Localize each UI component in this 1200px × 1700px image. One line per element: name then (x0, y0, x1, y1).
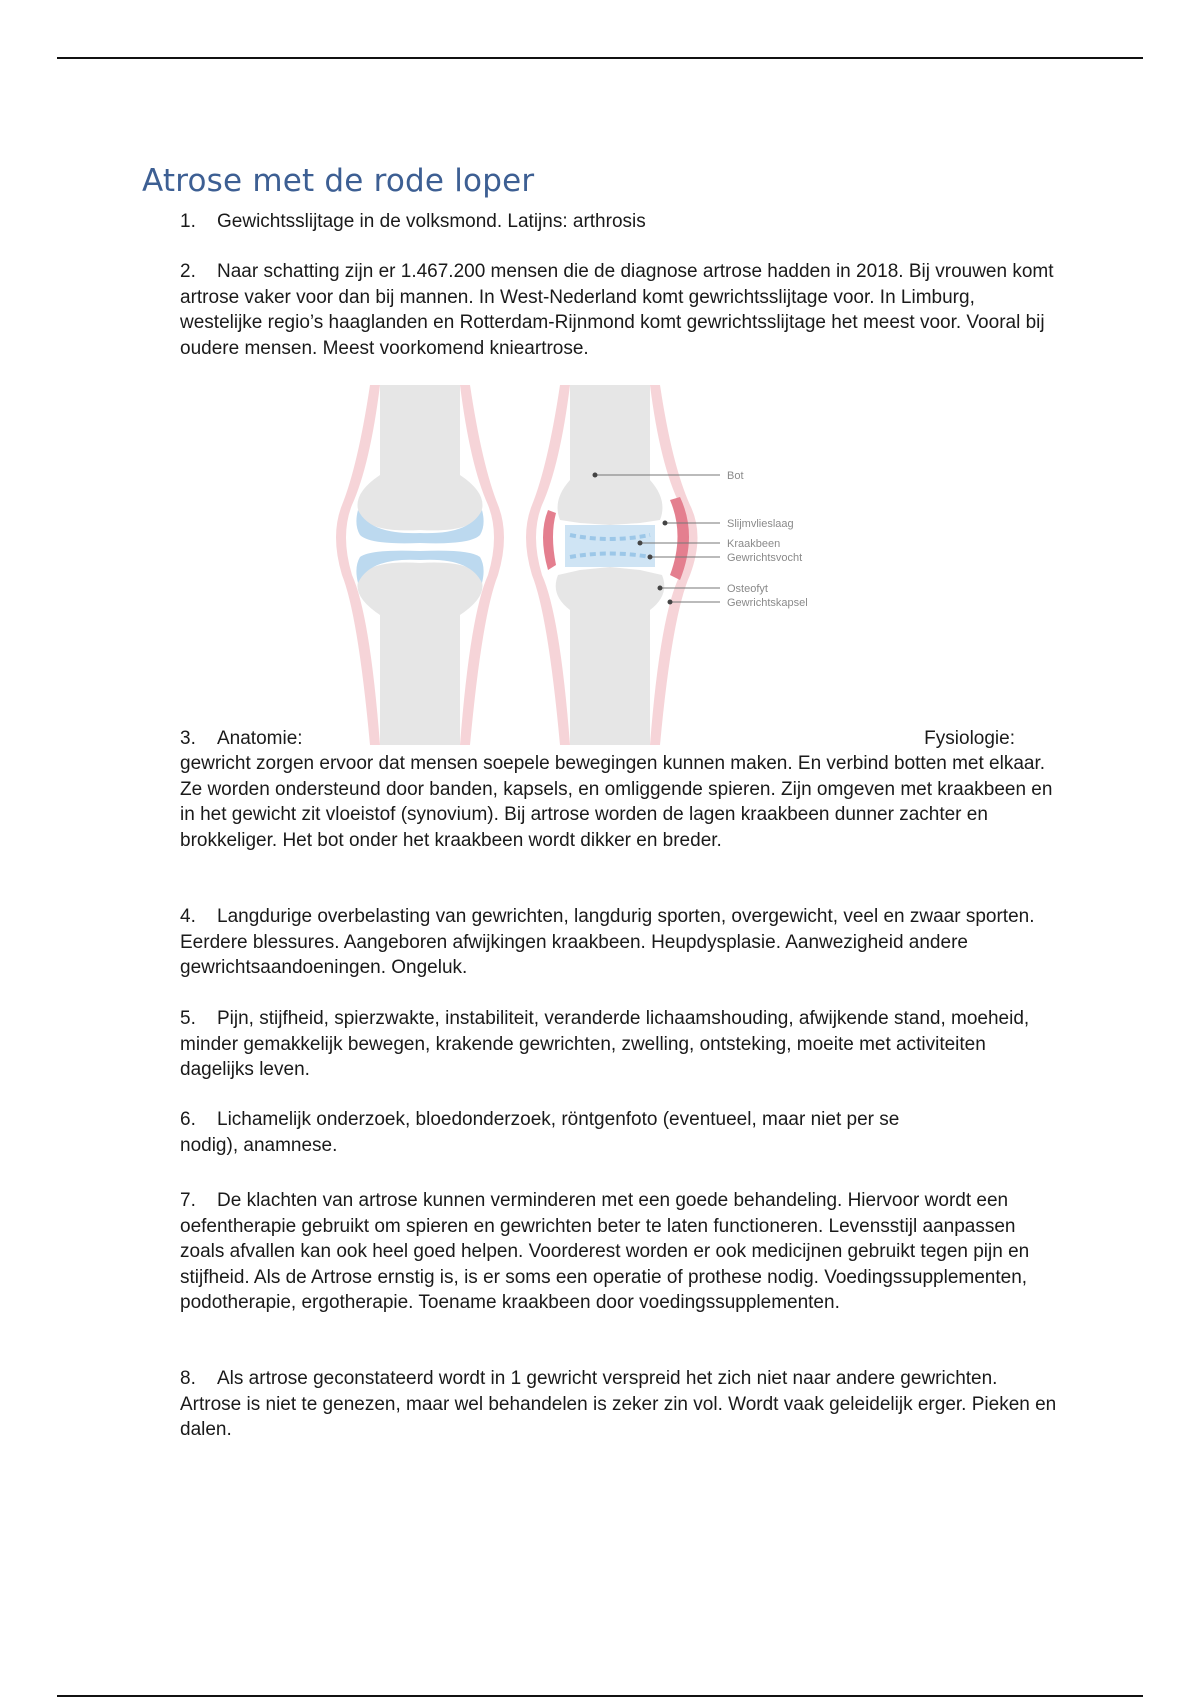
item-number: 7. (180, 1190, 196, 1211)
list-item-1 (180, 209, 1060, 235)
arthritic-joint (526, 385, 698, 745)
joint-illustration (330, 385, 910, 745)
item-text: Naar schatting zijn er 1.467.200 mensen die de diagnose artrose hadden in 2018. Bij vrouwen komt artrose vaker voor dan bij mannen. In West-Nederland komt gewrichtsslijtage voor. In Limburg, westelijke regio’s haaglanden en Rotterdam-Rijnmond komt gewrichtsslijtage het meest voor. Vooral bij oudere mensen. Meest voorkomend knieartrose. (180, 261, 1054, 359)
item-text: Gewichtsslijtage in de volksmond. Latijns: arthrosis (217, 211, 646, 232)
list-item-6 (180, 1107, 900, 1158)
item-number: 4. (180, 906, 196, 927)
list-item-8 (180, 1366, 1060, 1443)
arthritic-membrane-left (543, 510, 556, 570)
item-text: De klachten van artrose kunnen verminderen met een goede behandeling. Hiervoor wordt een oefentherapie gebruikt om spieren en gewrichten beter te laten functioneren. Levensstijl aanpassen zoals afvallen kan ook heel goed helpen. Voorderest worden er ook medicijnen gebruikt tegen pijn en stijfheid. Als de Artrose ernstig is, is er soms een operatie of prothese nodig. Voedingssupplementen, podotherapie, ergotherapie. Toename kraakbeen door voedingssupplementen. (180, 1190, 1030, 1313)
label-kraakbeen: Kraakbeen (727, 538, 781, 550)
item-text: Langdurige overbelasting van gewrichten, langdurig sporten, overgewicht, veel en zwaar sporten. Eerdere blessures. Aangeboren afwijkingen kraakbeen. Heupdysplasie. Aanwezigheid andere gewrichtsaandoeningen. Ongeluk. (180, 906, 1035, 978)
item-number: 8. (180, 1368, 196, 1389)
arthritic-cartilage (565, 525, 655, 567)
label-osteofyt: Osteofyt (727, 583, 768, 595)
fysiologie-label: Fysiologie: (924, 728, 1015, 749)
list-item-5 (180, 1006, 1060, 1083)
list-item-3-text: gewricht zorgen ervoor dat mensen soepele bewegingen kunnen maken. En verbind botten met elkaar. Ze worden ondersteund door banden, kapsels, en omliggende spieren. Zijn omgeven met kraakbeen en in het gewicht zit vloeistof (synovium). Bij artrose worden de lagen kraakbeen dunner zachter en brokkeliger. Het bot onder het kraakbeen wordt dikker en breder. (180, 753, 1053, 851)
item-text: Als artrose geconstateerd wordt in 1 gewricht verspreid het zich niet naar andere gewrichten. Artrose is niet te genezen, maar wel behandelen is zeker zin vol. Wordt vaak geleidelijk erger. Pieken en dalen. (180, 1368, 1057, 1440)
joint-diagram-svg (330, 385, 910, 745)
bottom-rule (57, 1695, 1143, 1697)
label-gewrichtsvocht: Gewrichtsvocht (727, 552, 803, 564)
list-item-4 (180, 904, 1060, 981)
top-rule (57, 57, 1143, 59)
anatomie-label: Anatomie: (217, 728, 303, 749)
list-item-2 (180, 259, 1060, 361)
item-number: 6. (180, 1109, 196, 1130)
item-number: 5. (180, 1008, 196, 1029)
arthritic-lower-bone (556, 567, 665, 745)
label-slijmvlieslaag: Slijmvlieslaag (727, 518, 794, 530)
list-item-3-heading (180, 726, 1015, 752)
item-number: 2. (180, 261, 196, 282)
page-title: Atrose met de rode loper (142, 163, 535, 199)
label-bot: Bot (727, 470, 744, 482)
healthy-joint (336, 385, 504, 745)
item-number: 1. (180, 211, 196, 232)
arthritic-upper-bone (558, 385, 663, 525)
list-item-7 (180, 1188, 1060, 1316)
label-gewrichtskapsel: Gewrichtskapsel (727, 597, 808, 609)
item-text: Lichamelijk onderzoek, bloedonderzoek, röntgenfoto (eventueel, maar niet per se nodig), anamnese. (180, 1109, 900, 1156)
item-text: Pijn, stijfheid, spierzwakte, instabiliteit, veranderde lichaamshouding, afwijkende stand, moeheid, minder gemakkelijk bewegen, krakende gewrichten, zwelling, ontsteking, moeite met activiteiten dagelijks leven. (180, 1008, 1030, 1080)
item-number: 3. (180, 728, 196, 749)
